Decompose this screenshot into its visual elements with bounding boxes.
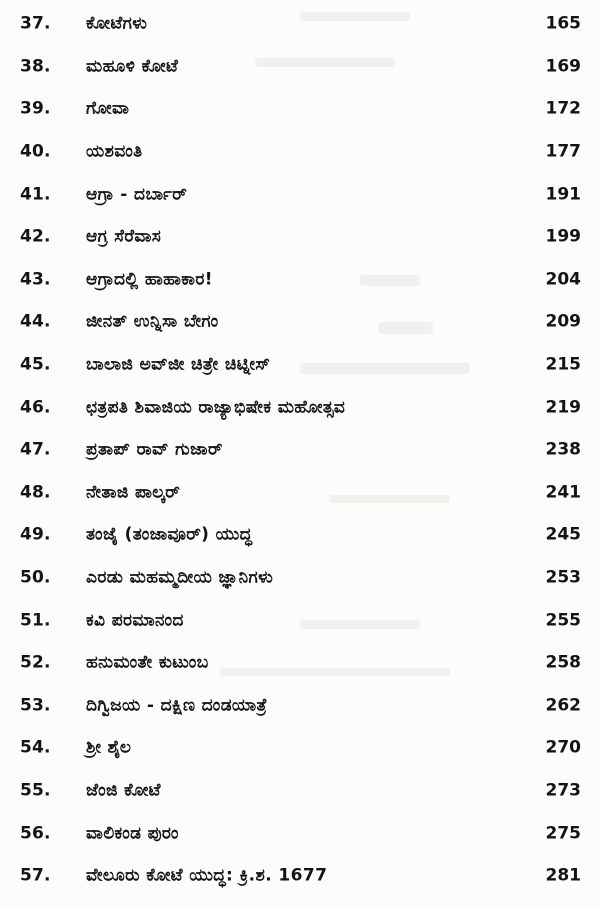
toc-entry-number: 37. bbox=[20, 13, 51, 34]
toc-entry-title: ಶ್ರೀ ಶೈಲ bbox=[86, 737, 132, 758]
toc-entry-title: ಜೆಂಜಿ ಕೋಟೆ bbox=[86, 780, 161, 801]
toc-entry-page: 281 bbox=[545, 865, 581, 886]
toc-entry-page: 204 bbox=[545, 269, 581, 290]
toc-entry-title: ಯಶವಂತಿ bbox=[86, 141, 143, 162]
toc-entry-title: ವಾಲಿಕಂಡ ಪುರಂ bbox=[86, 823, 179, 844]
toc-entry-title: ಆಗ್ರಾದಲ್ಲಿ ಹಾಹಾಕಾರ! bbox=[86, 269, 213, 290]
toc-entry-page: 177 bbox=[545, 141, 581, 162]
toc-entry-number: 57. bbox=[20, 865, 51, 886]
toc-entry-number: 51. bbox=[20, 610, 51, 631]
toc-entry-title: ತಂಜೈ (ತಂಜಾವೂರ್) ಯುದ್ಧ bbox=[86, 524, 253, 545]
toc-entry-title: ಪ್ರತಾಪ್ ರಾವ್ ಗುಜಾರ್ bbox=[86, 439, 223, 460]
toc-entry-number: 56. bbox=[20, 823, 51, 844]
toc-entry bbox=[0, 301, 600, 344]
toc-entry bbox=[0, 472, 600, 515]
toc-entry-title: ಆಗ್ರಾ - ದರ್ಬಾರ್ bbox=[86, 184, 188, 205]
toc-entry bbox=[0, 88, 600, 131]
toc-entry bbox=[0, 685, 600, 728]
toc-entry bbox=[0, 216, 600, 259]
toc-entry-number: 43. bbox=[20, 269, 51, 290]
toc-entry-title: ಜೀನತ್ ಉನ್ನಿಸಾ ಬೇಗಂ bbox=[86, 311, 219, 332]
toc-entry-page: 191 bbox=[545, 184, 581, 205]
toc-entry-title: ನೇತಾಜಿ ಪಾಲ್ಕರ್ bbox=[86, 482, 181, 503]
toc-entry-title: ಬಾಲಾಜಿ ಅವ್‌ಜೀ ಚಿತ್ರೇ ಚಿಟ್ನೀಸ್ bbox=[86, 354, 271, 375]
toc-entry-page: 258 bbox=[545, 652, 581, 673]
toc-list bbox=[0, 3, 600, 897]
toc-entry bbox=[0, 344, 600, 387]
toc-entry-number: 44. bbox=[20, 311, 51, 332]
toc-entry-page: 209 bbox=[545, 311, 581, 332]
toc-entry-number: 47. bbox=[20, 439, 51, 460]
toc-entry-number: 48. bbox=[20, 482, 51, 503]
toc-entry-page: 270 bbox=[545, 737, 581, 758]
toc-entry-number: 40. bbox=[20, 141, 51, 162]
toc-entry-number: 54. bbox=[20, 737, 51, 758]
toc-entry bbox=[0, 46, 600, 89]
toc-entry-page: 275 bbox=[545, 823, 581, 844]
toc-entry-page: 169 bbox=[545, 56, 581, 77]
toc-entry-page: 255 bbox=[545, 610, 581, 631]
toc-entry-page: 165 bbox=[545, 13, 581, 34]
toc-entry-page: 273 bbox=[545, 780, 581, 801]
toc-entry-number: 39. bbox=[20, 98, 51, 119]
toc-entry-number: 42. bbox=[20, 226, 51, 247]
toc-entry-title: ಗೋವಾ bbox=[86, 98, 130, 119]
toc-entry-number: 49. bbox=[20, 524, 51, 545]
toc-entry-number: 53. bbox=[20, 695, 51, 716]
toc-entry-title: ಆಗ್ರ ಸೆರೆವಾಸ bbox=[86, 226, 162, 247]
toc-entry-title: ವೇಲೂರು ಕೋಟೆ ಯುದ್ಧ: ಕ್ರಿ.ಶ. 1677 bbox=[86, 865, 328, 886]
toc-entry-number: 55. bbox=[20, 780, 51, 801]
toc-entry-page: 172 bbox=[545, 98, 581, 119]
toc-entry-title: ಎರಡು ಮಹಮ್ಮದೀಯ ಜ್ಞಾನಿಗಳು bbox=[86, 567, 274, 588]
toc-entry-title: ಛತ್ರಪತಿ ಶಿವಾಜಿಯ ರಾಜ್ಯಾಭಿಷೇಕ ಮಹೋತ್ಸವ bbox=[86, 397, 346, 418]
toc-entry-number: 41. bbox=[20, 184, 51, 205]
toc-entry-title: ದಿಗ್ವಿಜಯ - ದಕ್ಷಿಣ ದಂಡಯಾತ್ರೆ bbox=[86, 695, 268, 716]
toc-entry bbox=[0, 429, 600, 472]
toc-entry bbox=[0, 386, 600, 429]
toc-entry-number: 45. bbox=[20, 354, 51, 375]
toc-entry-page: 215 bbox=[545, 354, 581, 375]
toc-entry bbox=[0, 642, 600, 685]
toc-entry-page: 241 bbox=[545, 482, 581, 503]
toc-entry bbox=[0, 727, 600, 770]
toc-entry-number: 52. bbox=[20, 652, 51, 673]
toc-entry-title: ಹನುಮಂತೇ ಕುಟುಂಬ bbox=[86, 652, 209, 673]
toc-entry bbox=[0, 259, 600, 302]
toc-entry-number: 46. bbox=[20, 397, 51, 418]
toc-entry-page: 238 bbox=[545, 439, 581, 460]
toc-entry-number: 50. bbox=[20, 567, 51, 588]
toc-entry-number: 38. bbox=[20, 56, 51, 77]
toc-entry-page: 262 bbox=[545, 695, 581, 716]
toc-entry-page: 219 bbox=[545, 397, 581, 418]
toc-entry bbox=[0, 770, 600, 813]
toc-entry bbox=[0, 812, 600, 855]
toc-entry-title: ಕವಿ ಪರಮಾನಂದ bbox=[86, 610, 184, 631]
toc-entry-page: 245 bbox=[545, 524, 581, 545]
toc-entry-page: 253 bbox=[545, 567, 581, 588]
toc-entry bbox=[0, 3, 600, 46]
toc-entry-page: 199 bbox=[545, 226, 581, 247]
toc-entry bbox=[0, 599, 600, 642]
toc-entry bbox=[0, 514, 600, 557]
toc-entry-title: ಮಹೂಳಿ ಕೋಟೆ bbox=[86, 56, 179, 77]
toc-entry bbox=[0, 131, 600, 174]
toc-entry bbox=[0, 173, 600, 216]
toc-entry-title: ಕೋಟೆಗಳು bbox=[86, 13, 148, 34]
toc-entry bbox=[0, 557, 600, 600]
toc-entry bbox=[0, 855, 600, 898]
